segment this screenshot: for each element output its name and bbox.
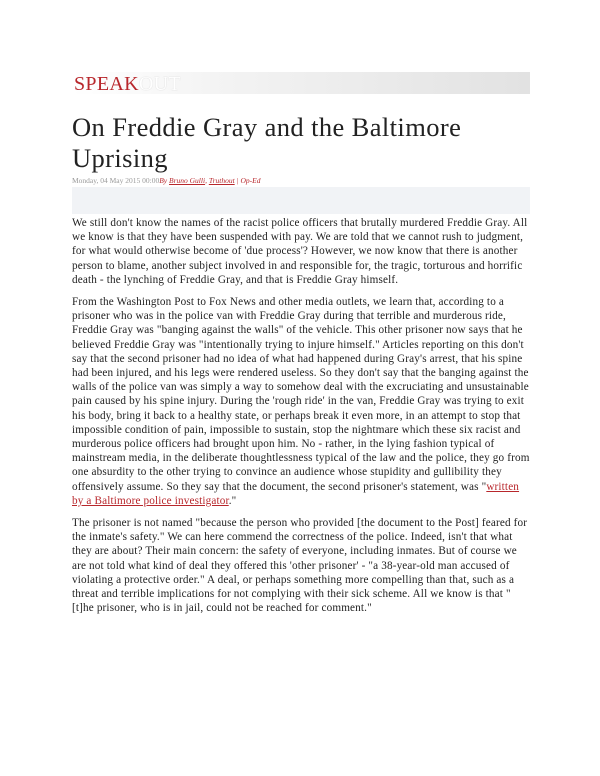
publish-date: Monday, 04 May 2015 00:00 — [72, 176, 160, 185]
article-body — [72, 216, 532, 623]
investigator-link[interactable]: written by a Baltimore police investigator — [72, 480, 520, 507]
paragraph-2-end: ." — [228, 494, 237, 507]
byline-by: By — [159, 176, 170, 185]
logo-speak: SPEAK — [74, 73, 139, 95]
speakout-logo[interactable] — [74, 73, 181, 95]
share-bar — [72, 187, 530, 214]
paragraph-2 — [72, 295, 532, 508]
paragraph-3: The prisoner is not named "because the person who provided [the document to the Post] feared for the inmate's safety." We can here commend the correctness of the police. Indeed, isn't that what they are about? Their main concern: the safety of everyone, including inmates. But of course we are not told what kind of deal they offered this 'other prisoner' - "a 38-year-old man accused of violating a protective order." A deal, or perhaps something more compelling than that, such as a threat and terrible implications for not complying with their sick scheme. All we know is that "[t]he prisoner, who is in jail, could not be reached for comment." — [72, 517, 528, 615]
article-title: On Freddie Gray and the Baltimore Uprising — [72, 112, 462, 173]
section-label: Op-Ed — [240, 176, 261, 185]
author-link[interactable]: Bruno Gulli — [169, 176, 206, 185]
byline — [72, 176, 260, 185]
paragraph-2-text: From the Washington Post to Fox News and other media outlets, we learn that, according to a prisoner who was in the police van with Freddie Gray during that terrible and murderous ride, Freddie Gray was "banging against the walls" of the vehicle. This other prisoner now says that he believed Freddie Gray was "intentionally trying to injure himself." Articles reporting on this don't say that the second prisoner had no idea of what had happened during Gray's arrest, that his spine had been injured, and his legs were rendered useless. So they don't say that the banging against the walls of the police van was simply a way to somehow deal with the excruciating and unsustainable pain caused by his spine injury. During the 'rough ride' in the van, Freddie Gray was trying to exit his body, bring it back to a healthy state, or perhaps break it even more, in an attempt to stop that impossible condition of pain, impossible to sustain, stop the nightmare which these six racist and murderous police officers had brought upon him. No - rather, in the lying fashion typical of mainstream media, in the deliberate thoughtlessness typical of the law and the police, they go from one absurdity to the other trying to convince an audience whose stupidity and gullibility they offensively assume. So they say that the document, the second prisoner's statement, was " — [72, 296, 530, 493]
byline-comma: , — [205, 176, 209, 185]
logo-out: OUT — [138, 73, 181, 95]
paragraph-1: We still don't know the names of the racist police officers that brutally murdered Freddie Gray. All we know is that they have been suspended with pay. We are told that we cannot rush to judgment, for what would otherwise become of 'due process'? However, we now know that there is another person to blame, another subject involved in and responsible for, the tragic, torturous and horrific death - the lynching of Freddie Gray, and that is Freddie Gray himself. — [72, 217, 528, 286]
byline-separator: | — [234, 176, 241, 185]
source-link[interactable]: Truthout — [208, 176, 235, 185]
